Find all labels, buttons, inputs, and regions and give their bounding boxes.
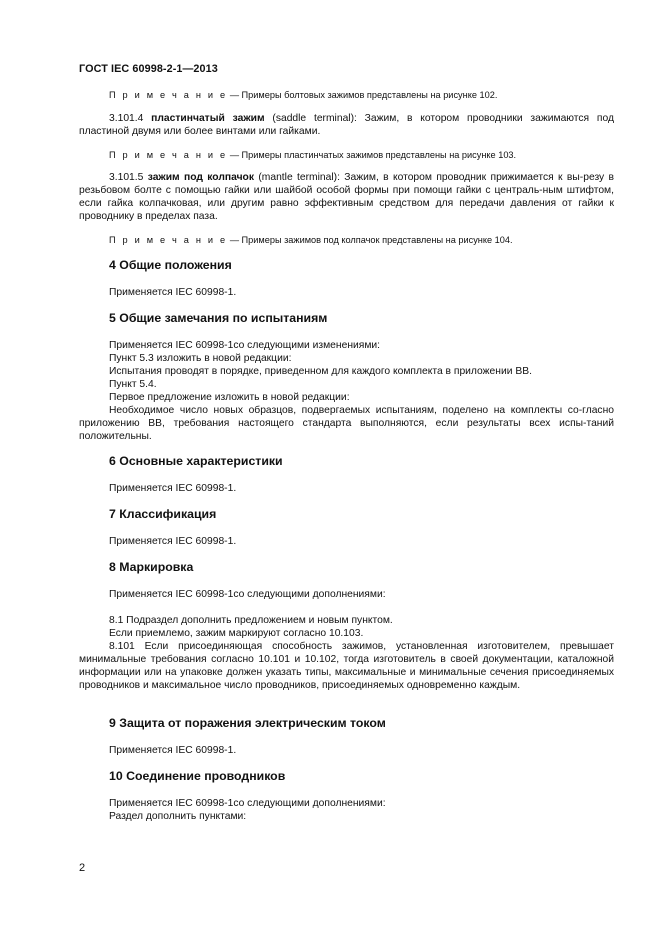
- section-4-body: [79, 286, 614, 299]
- section-8-line: Если приемлемо, зажим маркируют согласно 10.103.: [109, 628, 364, 639]
- note-label: П р и м е ч а н и е: [109, 90, 228, 100]
- clause-number: 3.101.4: [109, 113, 152, 124]
- section-6-heading: 6 Основные характеристики: [109, 454, 283, 468]
- section-4-heading: 4 Общие положения: [109, 258, 232, 272]
- section-8-text: Применяется IEC 60998-1со следующими дополнениями:: [109, 589, 386, 600]
- section-9-heading: 9 Защита от поражения электрическим током: [109, 716, 386, 730]
- section-5-heading: 5 Общие замечания по испытаниям: [109, 311, 328, 325]
- section-5-line: Пункт 5.4.: [109, 379, 157, 390]
- clause-3-101-5: [79, 171, 614, 223]
- clause-3-101-4: [79, 112, 614, 138]
- section-8-additions: [79, 614, 614, 692]
- section-8-line: 8.1 Подраздел дополнить предложением и новым пунктом.: [109, 615, 393, 626]
- note-label: П р и м е ч а н и е: [109, 150, 228, 160]
- section-7-body: [79, 535, 614, 548]
- section-5-line: Необходимое число новых образцов, подвергаемых испытаниям, поделено на комплекты со-гласно приложению ВВ, требования настоящего стандарта выполняются, если результаты всех испы-таний положительны.: [79, 405, 614, 442]
- section-5-body: [79, 339, 614, 443]
- section-5-line: Испытания проводят в порядке, приведенном для каждого комплекта в приложении ВВ.: [109, 366, 532, 377]
- section-10-line: Раздел дополнить пунктами:: [109, 811, 247, 822]
- clause-text: (saddle terminal): Зажим, в котором проводники зажимаются под пластиной двумя или более винтами или гайками.: [79, 113, 615, 137]
- page-number: 2: [79, 862, 86, 874]
- note-text: — Примеры пластинчатых зажимов представлены на рисунке 103.: [227, 150, 517, 160]
- section-5-line: Пункт 5.3 изложить в новой редакции:: [109, 353, 292, 364]
- clause-term: зажим под колпачок: [147, 172, 254, 183]
- section-8-line: 8.101 Если присоединяющая способность зажимов, установленная изготовителем, превышает минимальные требования согласно 10.101 и 10.102, тогда изготовитель в своей документации, каталожной информации или на упаковке должен указать типы, максимальные и минимальные сечения присоединяемых проводников и максимальное число проводников, присоединяемых одновременно каждым.: [79, 641, 614, 691]
- note-text: — Примеры зажимов под колпачок представлены на рисунке 104.: [227, 235, 513, 245]
- section-8-body: [79, 588, 614, 601]
- note-3: [79, 234, 614, 246]
- section-7-heading: 7 Классификация: [109, 507, 217, 521]
- note-2: [79, 149, 614, 161]
- section-9-text: Применяется IEC 60998-1.: [109, 745, 237, 756]
- section-6-body: [79, 482, 614, 495]
- clause-text: (mantle terminal): Зажим, в котором проводник прижимается к вы-резу в резьбовом болте с помощью гайки или шайбой особой формы при помощи гайки с централь-ным штифтом, если гайка колпачковая, или другим равно эффективным средством для передачи давления от гайки к проводнику в пределах паза.: [79, 172, 615, 222]
- clause-term: пластинчатый зажим: [151, 113, 265, 124]
- section-10-line: Применяется IEC 60998-1со следующими дополнениями:: [109, 798, 386, 809]
- section-5-line: Первое предложение изложить в новой редакции:: [109, 392, 350, 403]
- note-label: П р и м е ч а н и е: [109, 235, 228, 245]
- section-4-text: Применяется IEC 60998-1.: [109, 287, 237, 298]
- section-10-body: [79, 797, 614, 823]
- note-1: [79, 89, 614, 101]
- clause-number: 3.101.5: [109, 172, 148, 183]
- section-8-heading: 8 Маркировка: [109, 560, 194, 574]
- document-header: ГОСТ IEC 60998-2-1—2013: [79, 63, 218, 75]
- note-text: — Примеры болтовых зажимов представлены на рисунке 102.: [227, 90, 498, 100]
- section-6-text: Применяется IEC 60998-1.: [109, 483, 237, 494]
- section-5-line: Применяется IEC 60998-1со следующими изменениями:: [109, 340, 381, 351]
- section-7-text: Применяется IEC 60998-1.: [109, 536, 237, 547]
- section-10-heading: 10 Соединение проводников: [109, 769, 286, 783]
- section-9-body: [79, 744, 614, 757]
